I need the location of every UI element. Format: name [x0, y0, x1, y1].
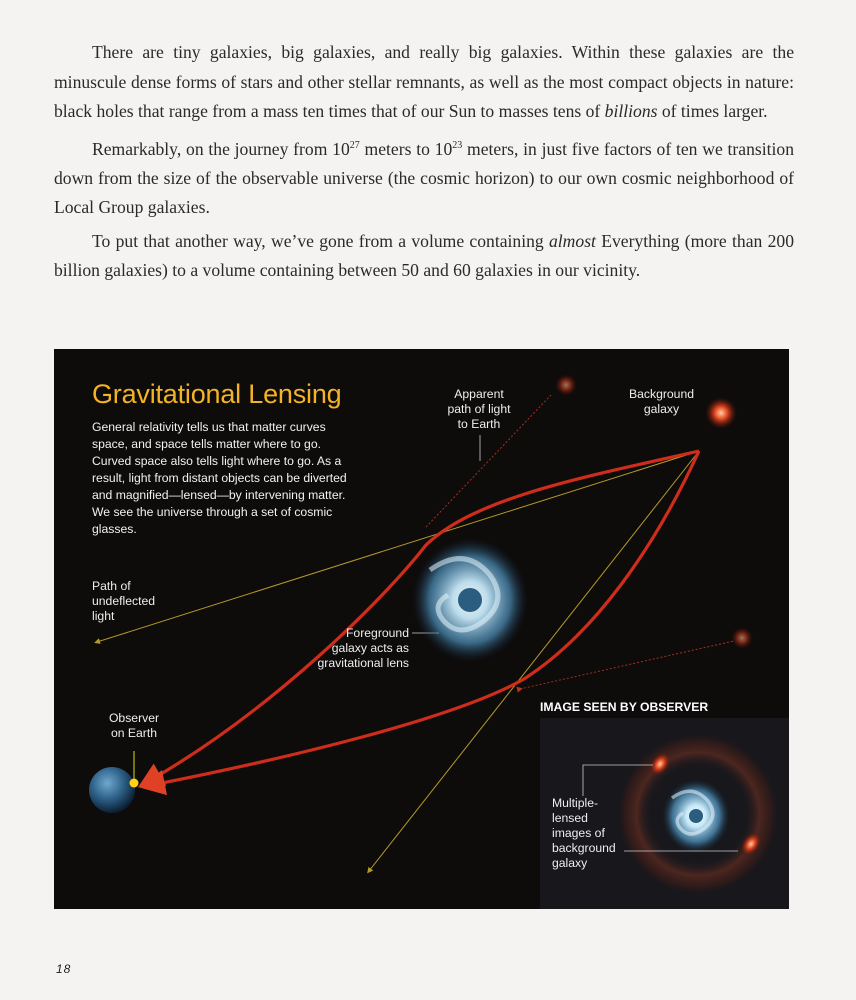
- inset-foreground-galaxy-icon: [662, 779, 730, 853]
- figure-title: Gravitational Lensing: [92, 379, 342, 409]
- body-text: [54, 38, 794, 290]
- foreground-galaxy-label: Foreground galaxy acts as gravitational lens: [317, 626, 409, 670]
- figure-caption: General relativity tells us that matter curves space, and space tells matter where to go. Curved space also tells light where to go. As a result, light from distant objects can be diverted and magnified—lensed—by intervening matter. We see the universe through a set of cosmic glasses.: [92, 420, 347, 536]
- apparent-path-lower: [520, 641, 734, 689]
- apparent-galaxy-image-lower: [731, 627, 753, 649]
- paragraph-1: There are tiny galaxies, big galaxies, and really big galaxies. Within these galaxies are the minuscule dense forms of stars and other stellar remnants, as well as the most compact objects in nature: black holes that range from a mass ten times that of our Sun to masses tens of billions of times larger.: [54, 42, 794, 121]
- foreground-galaxy-icon: [412, 538, 528, 662]
- background-galaxy-label: Background galaxy: [628, 387, 695, 416]
- paragraph-2: Remarkably, on the journey from $10^{27}$ meters to $10^{23}$ meters, in just five factors of ten we transition down from the size of the observable universe (the cosmic horizon) to our own cosmic neighborhood of Local Group galaxies.: [54, 138, 795, 218]
- observer-view-inset: [540, 718, 789, 909]
- observer-marker: [130, 779, 139, 788]
- apparent-galaxy-image-upper: [555, 374, 577, 396]
- observer-label: Observer on Earth: [108, 711, 160, 740]
- inset-title: IMAGE SEEN BY OBSERVER: [540, 700, 709, 714]
- page-number: 18: [56, 962, 72, 976]
- earth-icon: [89, 767, 135, 813]
- multiple-images-label: Multiple- lensed images of background galaxy: [552, 796, 616, 870]
- paragraph-3: To put that another way, we’ve gone from a volume containing almost Everything (more than 200 billion galaxies) to a volume containing between 50 and 60 galaxies in our vicinity.: [54, 230, 794, 281]
- apparent-path-label: Apparent path of light to Earth: [447, 387, 511, 431]
- gravitational-lensing-figure: [54, 349, 789, 909]
- background-galaxy-icon: [705, 397, 737, 429]
- undeflected-path-label: Path of undeflected light: [92, 579, 156, 623]
